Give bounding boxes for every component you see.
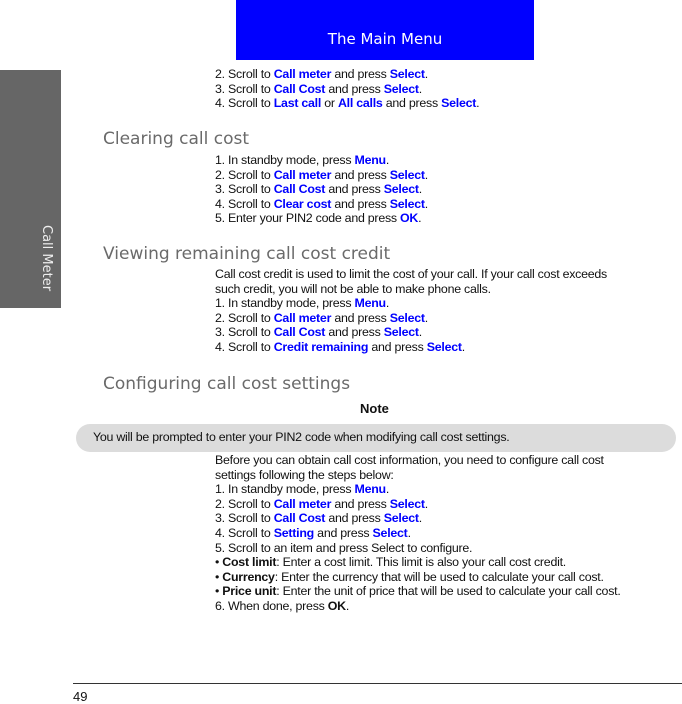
step-line — [215, 325, 607, 340]
text: . — [385, 153, 390, 167]
step-line — [215, 599, 621, 614]
text: 3. Scroll to — [215, 81, 274, 96]
step-line — [215, 82, 479, 97]
menu-term: Select — [383, 511, 419, 526]
text: • — [215, 569, 223, 584]
menu-term: Menu — [354, 296, 386, 311]
text: 5. Scroll to an item and press Select to configure. — [215, 540, 473, 555]
text: . — [424, 310, 428, 325]
text: 1. In standby mode, press — [215, 153, 355, 167]
text: and press — [331, 310, 390, 325]
menu-term: Select — [383, 182, 419, 197]
text: . — [418, 81, 422, 96]
text: such credit, you will not be able to make phone calls. — [215, 281, 491, 296]
text: 4. Scroll to — [215, 96, 274, 111]
menu-term: Menu — [354, 153, 386, 167]
text: : Enter the currency that will be used to calculate your call cost. — [274, 569, 604, 584]
step-line — [215, 555, 621, 570]
step-line — [215, 282, 607, 297]
step-line — [215, 584, 621, 599]
menu-term: Select — [389, 496, 425, 511]
menu-term: Menu — [354, 482, 386, 497]
text: Call cost credit is used to limit the cost of your call. If your call cost exceeds — [215, 267, 607, 281]
text: 3. Scroll to — [215, 325, 274, 340]
menu-term: All calls — [337, 96, 383, 111]
section-heading: Configuring call cost settings — [103, 374, 351, 394]
menu-term: Select — [389, 310, 425, 325]
text: and press — [325, 511, 384, 526]
text: 3. Scroll to — [215, 182, 274, 197]
text: settings following the steps below: — [215, 467, 394, 482]
text: . — [424, 167, 428, 182]
text: 1. In standby mode, press — [215, 296, 355, 311]
bold-term: Currency — [222, 569, 275, 584]
step-line — [215, 497, 621, 512]
steps-block — [215, 453, 621, 614]
text: and press — [331, 67, 390, 81]
text: 2. Scroll to — [215, 67, 274, 81]
text: . — [345, 598, 350, 613]
text: : Enter the unit of price that will be used to calculate your call cost. — [276, 584, 621, 599]
step-line — [215, 153, 428, 168]
text: 2. Scroll to — [215, 310, 274, 325]
text: and press — [313, 525, 373, 540]
note-box — [76, 424, 676, 452]
steps-block — [215, 153, 428, 226]
text: . — [424, 496, 428, 511]
text: 4. Scroll to — [215, 339, 274, 354]
step-line — [215, 570, 621, 585]
section-heading: Clearing call cost — [103, 129, 250, 149]
text: Before you can obtain call cost information, you need to configure call cost — [215, 453, 604, 467]
text: 2. Scroll to — [215, 167, 274, 182]
text: . — [461, 339, 465, 354]
text: 2. Scroll to — [215, 496, 274, 511]
menu-term: Last call — [273, 96, 322, 111]
text: 5. Enter your PIN2 code and press — [215, 211, 401, 226]
chapter-header — [236, 0, 534, 60]
text: and press — [325, 81, 384, 96]
text: and press — [325, 182, 384, 197]
bold-term: Price unit — [222, 584, 277, 599]
text: 3. Scroll to — [215, 511, 274, 526]
text: : Enter a cost limit. This limit is also your call cost credit. — [276, 555, 566, 570]
menu-term: Select — [383, 325, 419, 340]
menu-term: Setting — [273, 525, 314, 540]
text: • — [215, 555, 223, 570]
menu-term: Select — [426, 339, 462, 354]
step-line — [215, 197, 428, 212]
text: or — [321, 96, 338, 111]
menu-term: Select — [372, 525, 408, 540]
step-line — [215, 482, 621, 497]
text: . — [418, 211, 422, 226]
step-line — [215, 211, 428, 226]
text: . — [424, 67, 428, 81]
side-tab — [0, 70, 61, 308]
note-title: Note — [360, 401, 389, 416]
chapter-title: The Main Menu — [327, 30, 443, 48]
text: . — [418, 325, 422, 340]
text: • — [215, 584, 223, 599]
text: and press — [325, 325, 384, 340]
step-line — [215, 340, 607, 355]
text: and press — [331, 167, 390, 182]
note-text: You will be prompted to enter your PIN2 code when modifying call cost settings. — [93, 430, 510, 444]
text: and press — [368, 339, 427, 354]
text: and press — [331, 496, 390, 511]
text: . — [418, 182, 422, 197]
text: 4. Scroll to — [215, 196, 274, 211]
side-tab-label: Call Meter — [39, 225, 54, 292]
menu-term: OK — [400, 211, 419, 226]
page-number: 49 — [73, 689, 88, 704]
menu-term: Select — [383, 81, 419, 96]
menu-term: Select — [389, 167, 425, 182]
text: and press — [382, 96, 442, 111]
footer-rule — [73, 683, 682, 684]
menu-term: Call meter — [273, 310, 332, 325]
bold-term: Cost limit — [222, 555, 277, 570]
menu-term: Call Cost — [273, 182, 326, 197]
menu-term: Call meter — [273, 496, 332, 511]
menu-term: Select — [389, 67, 425, 81]
step-line — [215, 182, 428, 197]
step-line — [215, 296, 607, 311]
step-line — [215, 526, 621, 541]
menu-term: Call Cost — [273, 511, 326, 526]
text: 4. Scroll to — [215, 525, 274, 540]
step-line — [215, 311, 607, 326]
step-line — [215, 267, 607, 282]
menu-term: Select — [441, 96, 477, 111]
step-line — [215, 168, 428, 183]
menu-term: Select — [389, 196, 425, 211]
steps-block — [215, 267, 607, 355]
text: . — [385, 296, 390, 311]
menu-term: Clear cost — [273, 196, 332, 211]
step-line — [215, 511, 621, 526]
menu-term: Call meter — [273, 67, 332, 81]
section-heading: Viewing remaining call cost credit — [103, 244, 391, 264]
step-line — [215, 468, 621, 483]
text: . — [424, 196, 428, 211]
step-line — [215, 541, 621, 556]
text: . — [385, 482, 390, 497]
text: . — [476, 96, 480, 111]
steps-block — [215, 67, 479, 111]
bold-term: OK — [327, 598, 346, 613]
menu-term: Call meter — [273, 167, 332, 182]
menu-term: Credit remaining — [273, 339, 369, 354]
text: . — [407, 525, 411, 540]
menu-term: Call Cost — [273, 81, 326, 96]
text: 1. In standby mode, press — [215, 482, 355, 497]
step-line — [215, 453, 621, 468]
menu-term: Call Cost — [273, 325, 326, 340]
text: . — [418, 511, 422, 526]
text: 6. When done, press — [215, 598, 328, 613]
step-line — [215, 67, 479, 82]
step-line — [215, 96, 479, 111]
text: and press — [331, 196, 390, 211]
